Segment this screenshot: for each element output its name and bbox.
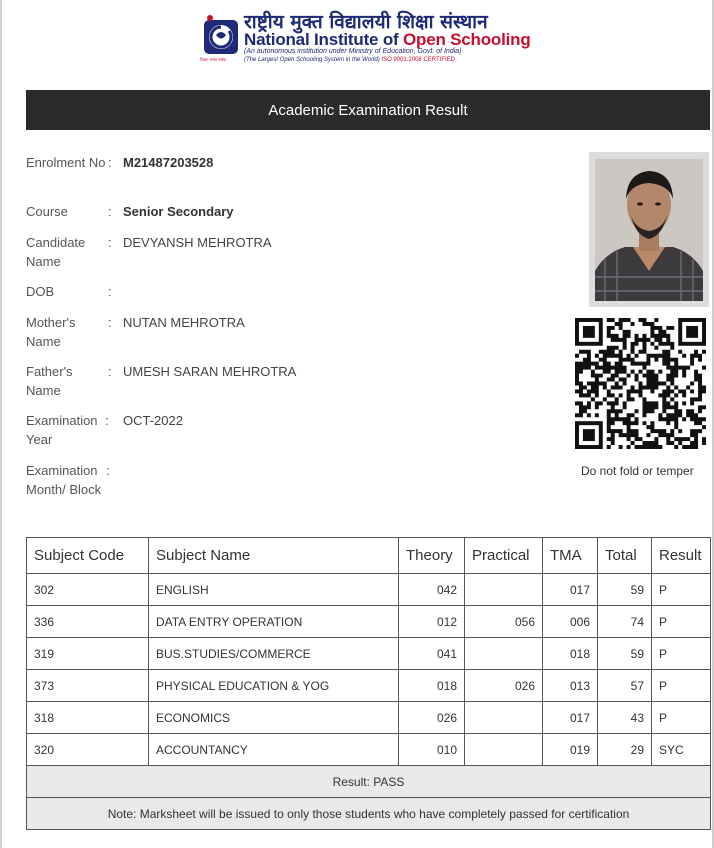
total-marks: 57 <box>598 670 652 702</box>
subject-code: 319 <box>27 638 149 670</box>
org-tagline: (The Largest Open Schooling System in the World) <box>244 57 380 63</box>
result-summary-row <box>27 766 711 798</box>
left-page-edge <box>0 0 2 848</box>
dob-label: DOB <box>26 284 55 299</box>
candidate-value: DEVYANSH MEHROTRA <box>123 235 272 250</box>
practical-marks <box>465 734 543 766</box>
subject-name: ENGLISH <box>149 574 399 606</box>
subject-result: P <box>652 574 711 606</box>
practical-marks <box>465 574 543 606</box>
subject-code: 373 <box>27 670 149 702</box>
course-value: Senior Secondary <box>123 204 234 219</box>
table-row <box>27 734 711 766</box>
mother-label: Mother's Name <box>26 315 76 349</box>
tma-marks: 017 <box>543 702 598 734</box>
header-subject-code: Subject Code <box>27 538 149 574</box>
subject-name: ECONOMICS <box>149 702 399 734</box>
theory-marks: 026 <box>399 702 465 734</box>
subject-name: PHYSICAL EDUCATION & YOG <box>149 670 399 702</box>
logo-motto: शिक्षा: सर्वत्र सर्वदा <box>200 57 227 62</box>
course-label: Course <box>26 204 68 219</box>
qr-code-icon <box>575 318 706 449</box>
father-value: UMESH SARAN MEHROTRA <box>123 364 297 379</box>
practical-marks <box>465 638 543 670</box>
org-name-prefix: National Institute of <box>244 30 403 49</box>
header-result: Result <box>652 538 711 574</box>
iso-certification: ISO 9001:2008 CERTIFIED <box>381 57 455 63</box>
header-subject-name: Subject Name <box>149 538 399 574</box>
table-row <box>27 638 711 670</box>
table-row <box>27 606 711 638</box>
father-colon: : <box>108 364 112 379</box>
theory-marks: 010 <box>399 734 465 766</box>
header-tma: TMA <box>543 538 598 574</box>
mother-colon: : <box>108 315 112 330</box>
candidate-photo-frame <box>589 152 709 307</box>
theory-marks: 041 <box>399 638 465 670</box>
enrolment-colon: : <box>108 155 112 170</box>
nios-logo-header <box>200 8 531 70</box>
candidate-colon: : <box>108 235 112 250</box>
table-row <box>27 574 711 606</box>
exam-year-value: OCT-2022 <box>123 413 183 428</box>
dob-colon: : <box>108 284 112 299</box>
org-name-english <box>244 30 531 50</box>
practical-marks: 026 <box>465 670 543 702</box>
table-row <box>27 702 711 734</box>
subject-result: P <box>652 670 711 702</box>
org-subtitle: (An autonomous institution under Ministry of Education, Govt. of India) <box>244 48 462 55</box>
practical-marks: 056 <box>465 606 543 638</box>
theory-marks: 018 <box>399 670 465 702</box>
exam-year-colon: : <box>105 413 109 428</box>
theory-marks: 042 <box>399 574 465 606</box>
subject-name: ACCOUNTANCY <box>149 734 399 766</box>
total-marks: 59 <box>598 638 652 670</box>
result-summary: Result: PASS <box>27 766 711 798</box>
header-practical: Practical <box>465 538 543 574</box>
total-marks: 59 <box>598 574 652 606</box>
subject-result: P <box>652 638 711 670</box>
nios-logo-icon <box>202 14 240 62</box>
total-marks: 43 <box>598 702 652 734</box>
practical-marks <box>465 702 543 734</box>
subject-code: 318 <box>27 702 149 734</box>
tma-marks: 019 <box>543 734 598 766</box>
tma-marks: 013 <box>543 670 598 702</box>
subject-code: 302 <box>27 574 149 606</box>
tma-marks: 018 <box>543 638 598 670</box>
candidate-label: Candidate Name <box>26 235 86 269</box>
enrolment-value: M21487203528 <box>123 155 214 170</box>
exam-month-colon: : <box>106 463 110 478</box>
marks-table <box>26 537 711 830</box>
org-name-accent: Open Schooling <box>402 30 531 49</box>
note-row <box>27 798 711 830</box>
total-marks: 29 <box>598 734 652 766</box>
theory-marks: 012 <box>399 606 465 638</box>
enrolment-label: Enrolment No <box>26 155 106 170</box>
exam-year-label: Examination Year <box>26 413 98 447</box>
person-photo-icon <box>595 159 703 301</box>
page-title: Academic Examination Result <box>26 90 710 130</box>
subject-code: 336 <box>27 606 149 638</box>
mother-value: NUTAN MEHROTRA <box>123 315 245 330</box>
certification-note: Note: Marksheet will be issued to only those students who have completely passed for certification <box>27 798 711 830</box>
tma-marks: 006 <box>543 606 598 638</box>
org-name-hindi: राष्ट्रीय मुक्त विद्यालयी शिक्षा संस्थान <box>244 11 488 33</box>
course-colon: : <box>108 204 112 219</box>
subject-result: P <box>652 702 711 734</box>
exam-month-label: Examination Month/ Block <box>26 463 102 497</box>
marks-header-row <box>27 538 711 574</box>
fold-note: Do not fold or temper <box>581 464 694 478</box>
subject-name: BUS.STUDIES/COMMERCE <box>149 638 399 670</box>
header-theory: Theory <box>399 538 465 574</box>
header-total: Total <box>598 538 652 574</box>
candidate-photo <box>595 159 703 301</box>
org-tagline-line <box>244 57 455 63</box>
subject-result: P <box>652 606 711 638</box>
tma-marks: 017 <box>543 574 598 606</box>
table-row <box>27 670 711 702</box>
subject-result: SYC <box>652 734 711 766</box>
subject-name: DATA ENTRY OPERATION <box>149 606 399 638</box>
subject-code: 320 <box>27 734 149 766</box>
father-label: Father's Name <box>26 364 73 398</box>
total-marks: 74 <box>598 606 652 638</box>
